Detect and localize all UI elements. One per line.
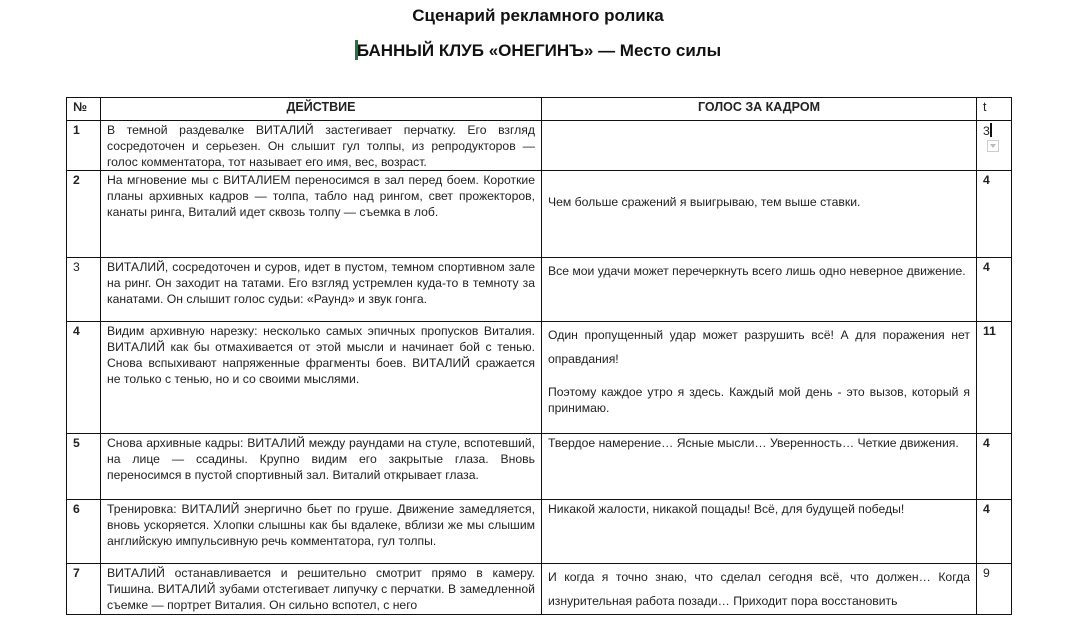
row-voice[interactable]: Твердое намерение… Ясные мысли… Уверенность… Четкие движения.: [542, 434, 977, 500]
row-time[interactable]: 4: [977, 171, 1012, 258]
row-num[interactable]: 7: [67, 564, 101, 615]
row-num[interactable]: 5: [67, 434, 101, 500]
row-voice-cell[interactable]: [542, 322, 977, 434]
table-row: [67, 434, 1012, 500]
row-voice: Один пропущенный удар может разрушить всё! А для поражения нет оправдания!: [548, 328, 970, 366]
row-time[interactable]: 9: [977, 564, 1012, 615]
row-voice[interactable]: Никакой жалости, никакой пощады! Всё, для будущей победы!: [542, 500, 977, 564]
row-action[interactable]: ВИТАЛИЙ, сосредоточен и суров, идет в пустом, темном спортивном зале на ринг. Он заходит на татами. Его взгляд устремлен куда-то в темноту за канатами. Он слышит голос судьи: «Раунд» и звук гонга.: [101, 258, 542, 322]
table-row: [67, 121, 1012, 171]
row-num[interactable]: 3: [67, 258, 101, 322]
script-table: [66, 97, 1012, 615]
row-time[interactable]: 4: [977, 258, 1012, 322]
row-voice[interactable]: Чем больше сражений я выигрываю, тем выше ставки.: [542, 171, 977, 258]
row-time: 3: [983, 124, 990, 138]
document-subtitle[interactable]: [0, 40, 1076, 61]
row-num[interactable]: 2: [67, 171, 101, 258]
table-row: [67, 258, 1012, 322]
dropdown-arrow-icon[interactable]: [987, 140, 999, 152]
row-time[interactable]: 4: [977, 500, 1012, 564]
row-time[interactable]: 11: [977, 322, 1012, 434]
header-action: ДЕЙСТВИЕ: [101, 98, 542, 121]
row-voice[interactable]: Все мои удачи может перечеркнуть всего лишь одно неверное движение.: [542, 258, 977, 322]
table-header-row: [67, 98, 1012, 121]
header-time: t: [977, 98, 1012, 121]
text-caret: [990, 123, 992, 137]
table-row: [67, 171, 1012, 258]
header-voice: ГОЛОС ЗА КАДРОМ: [542, 98, 977, 121]
row-action[interactable]: Снова архивные кадры: ВИТАЛИЙ между раундами на стуле, вспотевший, на лице — ссадины. Крупно видим его закрытые глаза. Вновь переносимся в пустой спортивный зал. Виталий открывает глаза.: [101, 434, 542, 500]
row-action[interactable]: Видим архивную нарезку: несколько самых эпичных пропусков Виталия. ВИТАЛИЙ как бы отмахивается от этой мысли и начинает бой с тенью. Снова вспыхивают напряженные фрагменты боев. ВИТАЛИЙ сражается не только с тенью, но и со своими мыслями.: [101, 322, 542, 434]
row-num[interactable]: 1: [67, 121, 101, 171]
document-title: Сценарий рекламного ролика: [412, 6, 664, 25]
row-voice-2: Поэтому каждое утро я здесь. Каждый мой день - это вызов, который я принимаю.: [548, 385, 970, 416]
header-num: №: [67, 98, 101, 121]
row-num[interactable]: 6: [67, 500, 101, 564]
row-num[interactable]: 4: [67, 322, 101, 434]
row-action[interactable]: ВИТАЛИЙ останавливается и решительно смотрит прямо в камеру. Тишина. ВИТАЛИЙ зубами отстегивает липучку с перчатки. В замедленной съемке — портрет Виталия. Он сильно вспотел, с него: [101, 564, 542, 615]
table-row: [67, 322, 1012, 434]
row-time[interactable]: 4: [977, 434, 1012, 500]
row-time-cell[interactable]: [977, 121, 1012, 171]
row-voice[interactable]: И когда я точно знаю, что сделал сегодня всё, что должен… Когда изнурительная работа позади… Приходит пора восстановить: [542, 564, 977, 615]
subtitle-text: БАННЫЙ КЛУБ «ОНЕГИНЪ» — Место силы: [356, 41, 722, 60]
row-action[interactable]: На мгновение мы с ВИТАЛИЕМ переносимся в зал перед боем. Короткие планы архивных кадров — толпа, табло над рингом, свет прожекторов, канаты ринга, Виталий идет сквозь толпу — съемка в лоб.: [101, 171, 542, 258]
table-row: [67, 500, 1012, 564]
table-row: [67, 564, 1012, 615]
row-action[interactable]: Тренировка: ВИТАЛИЙ энергично бьет по груше. Движение замедляется, вновь ускоряется. Хлопки слышны как бы вдалеке, вблизи же мы слышим английскую импульсивную речь комментатора, гул толпы.: [101, 500, 542, 564]
row-action[interactable]: В темной раздевалке ВИТАЛИЙ застегивает перчатку. Его взгляд сосредоточен и серьезен. Он слышит гул толпы, из репродукторов — голос комментатора, тот называет его имя, вес, возраст.: [101, 121, 542, 171]
row-voice[interactable]: [542, 121, 977, 171]
